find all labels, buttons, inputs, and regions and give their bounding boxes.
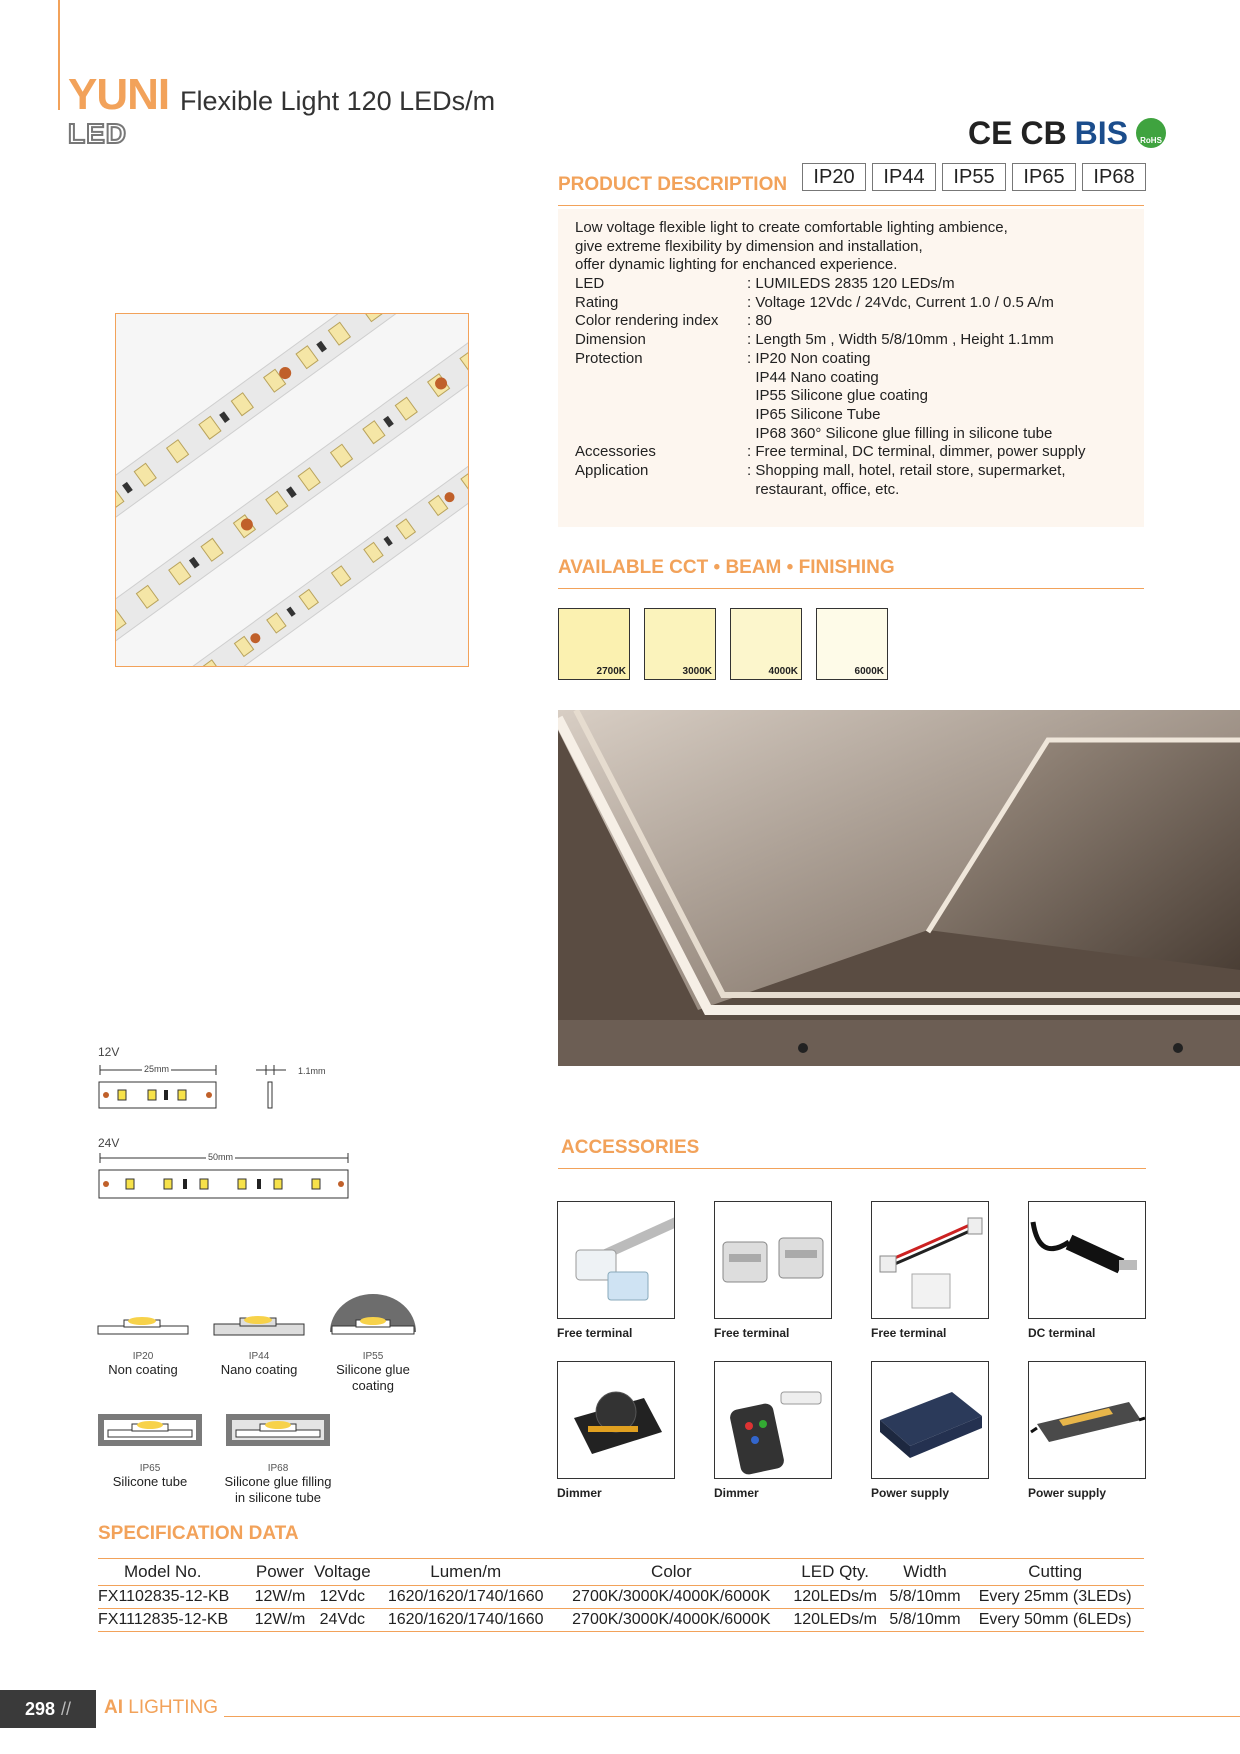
specification-title: SPECIFICATION DATA [98,1523,299,1544]
pitch-24v-label: 50mm [208,1152,234,1162]
accessory-label: Power supply [1028,1486,1107,1500]
accent-line [58,0,60,110]
ip-code: IP44 [248,1351,270,1362]
led-strip-photo [116,314,469,667]
spec-row [575,369,1085,388]
spec-key: LED [575,275,605,293]
ip68-diagram [218,1412,338,1506]
spec-key [575,481,747,500]
ip-badge: IP44 [872,163,936,191]
cct-swatch [558,608,630,680]
intro-line: Low voltage flexible light to create comfortable lighting ambience, [575,219,1008,236]
table-header-row [98,1559,1144,1586]
ip65-diagram [96,1412,204,1490]
pitch-12v-label: 25mm [144,1064,170,1074]
accessory-label: Dimmer [714,1486,759,1500]
accessory-item [557,1361,677,1500]
remote-dimmer-icon [714,1361,832,1479]
cct-label: 3000K [682,666,712,677]
spec-key: Color rendering index [575,312,719,330]
ip-rating-row [802,163,1146,191]
free-terminal-clip-icon [714,1201,832,1319]
description-text [575,219,1085,500]
rohs-icon: RoHS [1136,118,1166,148]
ip44-diagram [212,1310,306,1378]
specification-table [98,1558,1144,1632]
column-header: LED Qty. [801,1562,869,1581]
spec-value: IP55 Silicone glue coating [747,387,928,405]
ip55-diagram [326,1292,420,1394]
spec-row [575,294,1085,313]
ip-name: Silicone glue [336,1362,410,1377]
spec-row [575,425,1085,444]
spec-value: : Length 5m , Width 5/8/10mm , Height 1.1mm [747,331,1054,349]
spec-value: : 80 [747,312,773,330]
spec-value: : Shopping mall, hotel, retail store, supermarket, [747,462,1066,480]
spec-value: IP65 Silicone Tube [747,405,881,423]
cct-swatches [558,608,888,680]
spec-value: : LUMILEDS 2835 120 LEDs/m [747,275,955,293]
accessory-label: DC terminal [1028,1326,1096,1340]
cct-label: 6000K [854,666,884,677]
table-row [98,1609,1144,1632]
table-cell: 5/8/10mm [889,1611,961,1628]
nano-coating-icon [212,1310,306,1338]
accessory-label: Dimmer [557,1486,602,1500]
footer-brand-lighting: LIGHTING [123,1697,219,1718]
ip-badge: IP68 [1082,163,1146,191]
spec-row [575,387,1085,406]
spec-key [575,369,747,388]
page-number: 298 [24,1698,56,1719]
free-terminal-cable-icon [871,1201,989,1319]
column-header: Lumen/m [430,1562,502,1581]
cct-label: 4000K [768,666,798,677]
height-label: 1.1mm [298,1066,326,1076]
table-cell: 120LEDs/m [793,1588,877,1605]
spec-row [575,462,1085,481]
brand-name: YUNI [68,70,170,119]
ip-badge: IP55 [942,163,1006,191]
footer-rule [224,1716,1240,1717]
accessory-item [871,1361,991,1500]
ip-name: Nano coating [220,1362,298,1377]
accessory-label: Free terminal [557,1326,633,1340]
cct-label: 2700K [596,666,626,677]
accessories-title: ACCESSORIES [561,1137,700,1158]
cb-mark: CB [1020,115,1067,151]
power-supply-icon [871,1361,989,1479]
product-photo [115,313,469,667]
column-header: Color [651,1562,692,1581]
page-separator: // [61,1698,72,1719]
strip-12v-drawing [98,1062,218,1112]
table-cell: 1620/1620/1740/1660 [387,1611,544,1628]
spec-value: : Free terminal, DC terminal, dimmer, power supply [747,443,1086,461]
table-cell: 12W/m [254,1611,306,1628]
ce-mark: CE [968,115,1013,151]
silicone-glue-filled-tube-icon [218,1412,338,1450]
ip-name: coating [352,1378,394,1393]
application-photo [558,710,1240,1066]
table-cell: 2700K/3000K/4000K/6000K [572,1588,771,1605]
spec-key [575,387,747,406]
spec-key: Application [575,462,649,480]
ip-code: IP65 [139,1463,161,1474]
column-header: Voltage [313,1562,371,1581]
certification-marks [968,117,1166,149]
table-cell: 120LEDs/m [793,1611,877,1628]
intro-line: offer dynamic lighting for enchanced experience. [575,256,898,274]
spec-row [575,350,1085,369]
waterproof-power-supply-icon [1028,1361,1146,1479]
ip-name: Silicone tube [112,1474,188,1489]
ceiling-cove-lighting-photo [558,710,1240,1066]
ip-name: Silicone glue filling [224,1474,332,1489]
spec-value: : Voltage 12Vdc / 24Vdc, Current 1.0 / 0.5 A/m [747,293,1054,311]
silicone-tube-icon [96,1412,204,1450]
spec-key [575,406,747,425]
table-cell: Every 25mm (3LEDs) [978,1588,1132,1605]
table-cell: 12W/m [254,1588,306,1605]
accessory-item [557,1201,677,1340]
spec-row [575,312,1085,331]
rotary-dimmer-icon [557,1361,675,1479]
cct-swatch [730,608,802,680]
spec-row [575,331,1085,350]
footer-brand-ai: AI [104,1697,123,1718]
ip-code: IP20 [132,1351,154,1362]
spec-row [575,406,1085,425]
table-cell: FX1112835-12-KB [98,1611,229,1628]
page-number-box [0,1690,96,1728]
accessory-item [871,1201,991,1340]
strip-height-drawing [256,1062,336,1112]
accessory-label: Free terminal [871,1326,947,1340]
ip-name: in silicone tube [235,1490,321,1505]
accessory-item [714,1201,834,1340]
ip-code: IP68 [267,1463,289,1474]
table-cell: 5/8/10mm [889,1588,961,1605]
dimension-12v-label: 12V [98,1045,120,1059]
ip-badge: IP20 [802,163,866,191]
spec-key [575,425,747,444]
footer-brand [104,1697,218,1719]
intro-line: give extreme flexibility by dimension and installation, [575,237,923,255]
table-cell: 1620/1620/1740/1660 [387,1588,544,1605]
table-cell: 12Vdc [319,1588,366,1605]
dimension-24v-label: 24V [98,1136,120,1150]
section-rule [558,205,1144,206]
cct-swatch [644,608,716,680]
spec-key: Accessories [575,443,656,461]
column-header: Model No. [124,1562,202,1581]
product-description-title: PRODUCT DESCRIPTION [558,174,788,195]
spec-row [575,443,1085,462]
free-terminal-icon [557,1201,675,1319]
spec-key: Protection [575,349,643,367]
accessory-label: Free terminal [714,1326,790,1340]
spec-key: Rating [575,293,619,311]
section-rule [558,588,1144,589]
table-cell: FX1102835-12-KB [98,1588,230,1605]
table-cell: 24Vdc [319,1611,366,1628]
table-cell: Every 50mm (6LEDs) [978,1611,1132,1628]
section-rule [558,1168,1146,1169]
spec-row [575,481,1085,500]
ip-code: IP55 [362,1351,384,1362]
spec-value: IP44 Nano coating [747,368,879,386]
spec-value: IP68 360° Silicone glue filling in silicone tube [747,424,1053,442]
strip-24v-drawing [98,1150,350,1202]
spec-list [575,275,1085,499]
silicone-glue-coating-icon [326,1292,420,1338]
spec-row [575,275,1085,294]
led-logo: LED [68,118,127,149]
strip-profile-icon [256,1062,292,1112]
table-row [98,1586,1144,1609]
column-header: Cutting [1028,1562,1083,1581]
ip-name: Non coating [108,1362,178,1377]
ip-badge: IP65 [1012,163,1076,191]
accessory-item [714,1361,834,1500]
product-subtitle: Flexible Light 120 LEDs/m [180,86,496,116]
accessory-label: Power supply [871,1486,950,1500]
column-header: Power [255,1562,305,1581]
bis-mark: BIS [1074,115,1129,151]
dc-terminal-icon [1028,1201,1146,1319]
spec-key: Dimension [575,331,646,349]
column-header: Width [903,1562,947,1581]
non-coating-icon [96,1310,190,1338]
cct-swatch [816,608,888,680]
cct-title: AVAILABLE CCT • BEAM • FINISHING [558,557,895,578]
accessory-item [1028,1201,1148,1340]
table-cell: 2700K/3000K/4000K/6000K [572,1611,771,1628]
spec-value: restaurant, office, etc. [747,480,900,498]
ip20-diagram [96,1310,190,1378]
spec-value: : IP20 Non coating [747,349,871,367]
accessory-item [1028,1361,1148,1500]
